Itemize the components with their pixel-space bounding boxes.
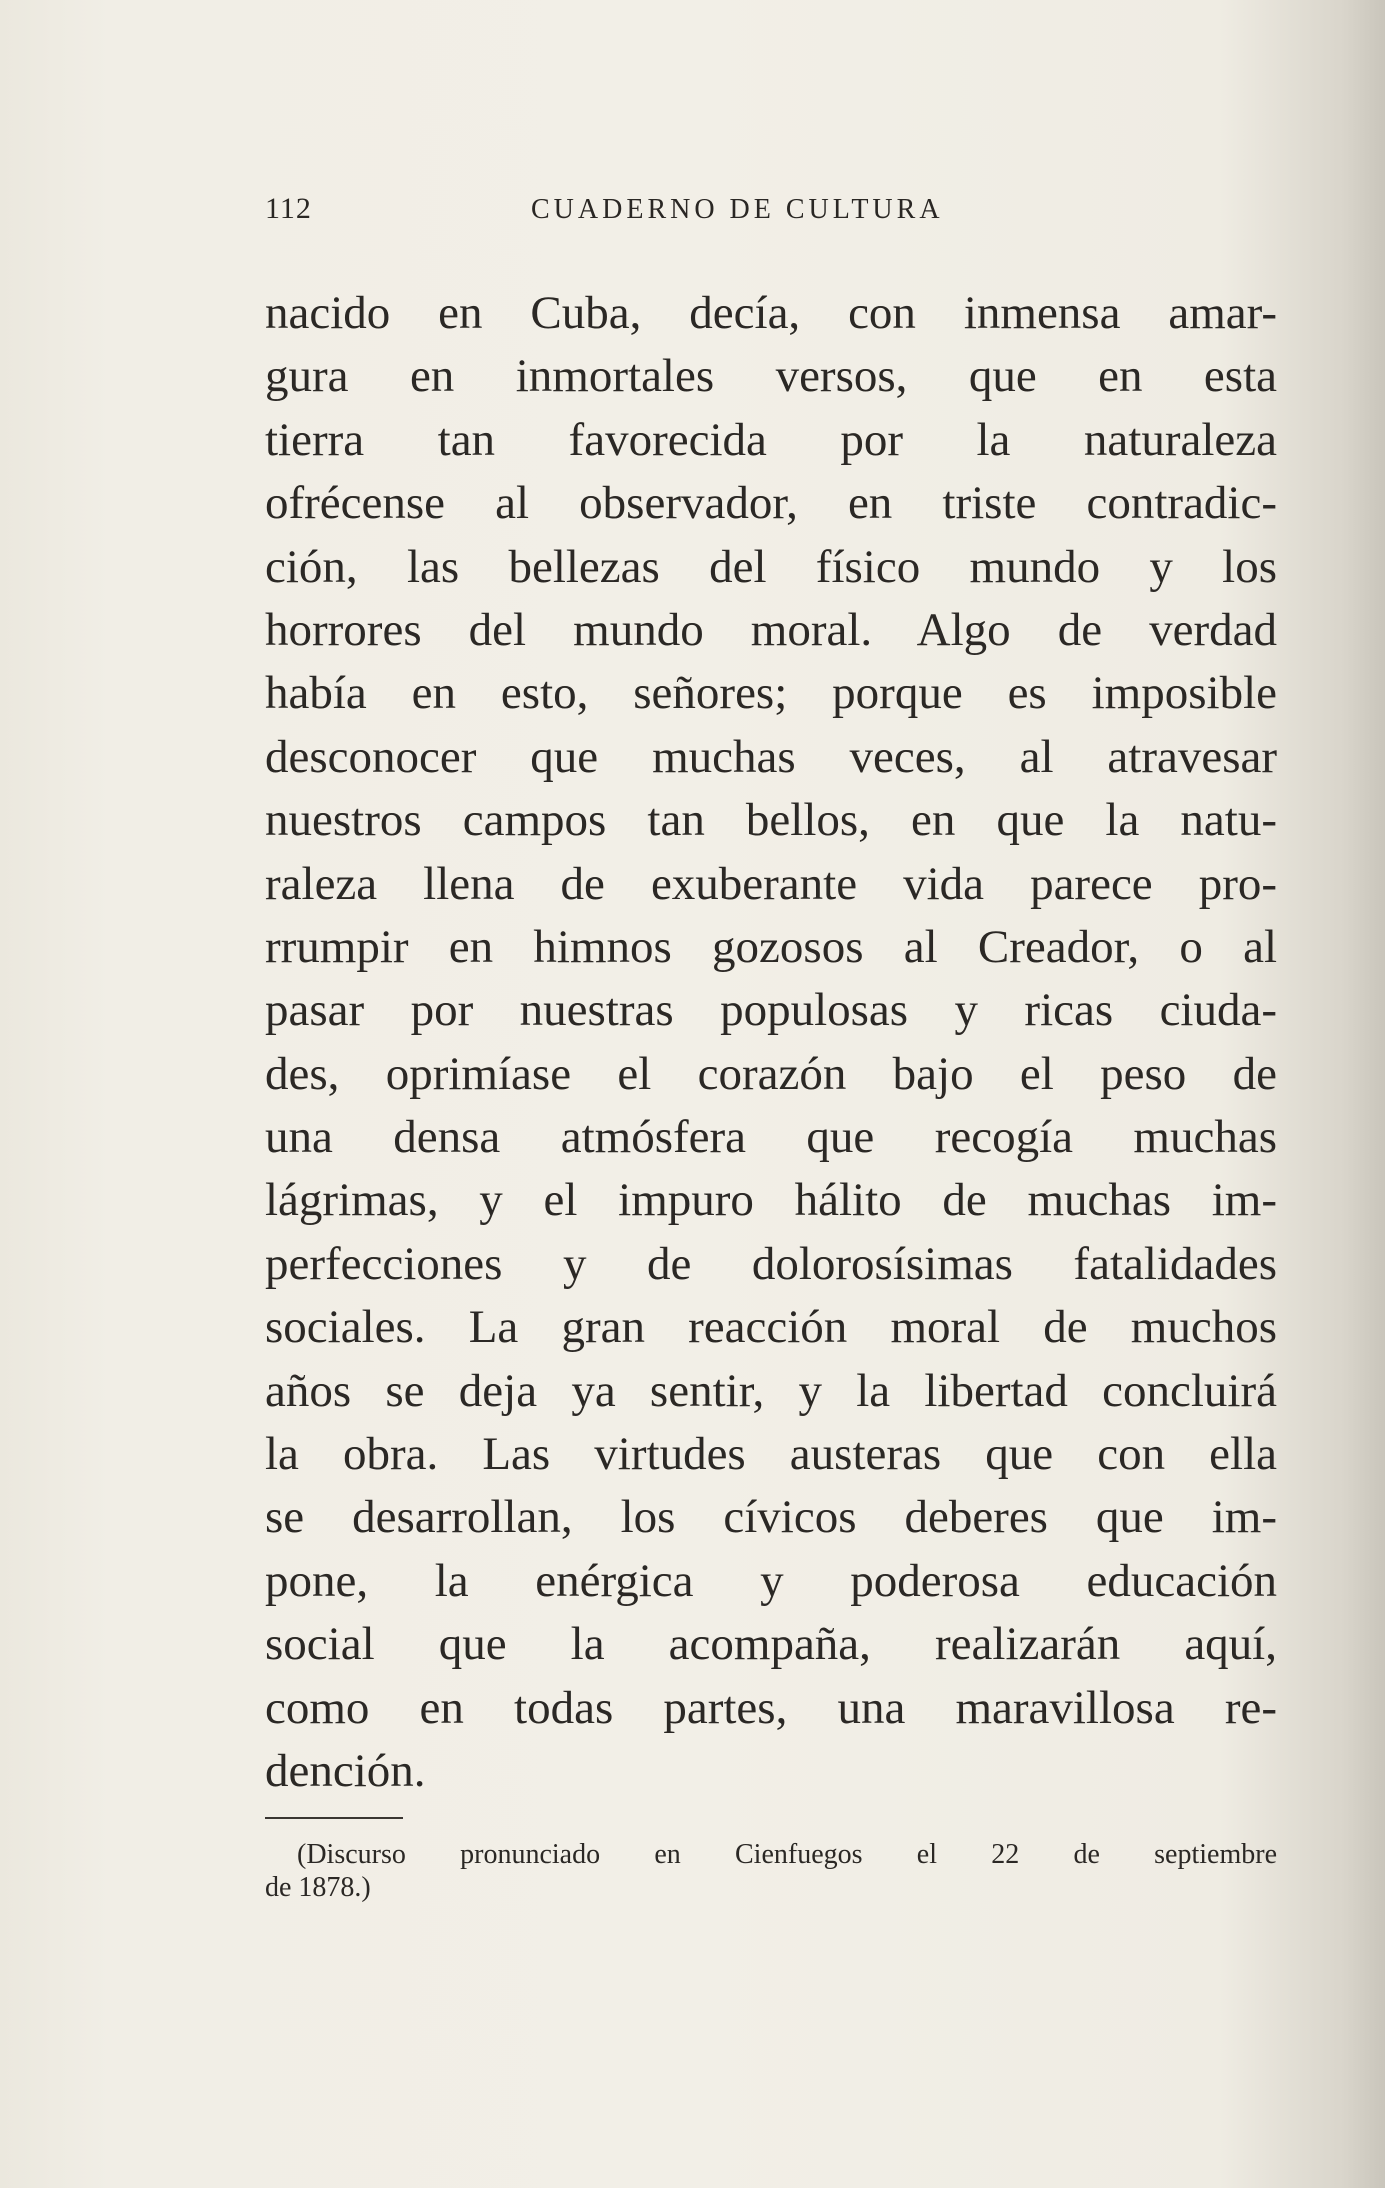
text-line: nacido en Cuba, decía, con inmensa amar- bbox=[265, 287, 1277, 339]
text-line: ción, las bellezas del físico mundo y los bbox=[265, 540, 1277, 593]
footnote-divider bbox=[265, 1817, 403, 1819]
footnote bbox=[265, 1838, 1277, 1904]
text-line: desconocer que muchas veces, al atravesar bbox=[265, 730, 1277, 783]
text-line: horrores del mundo moral. Algo de verdad bbox=[265, 603, 1277, 656]
text-line: pone, la enérgica y poderosa educación bbox=[265, 1554, 1277, 1607]
text-line: tierra tan favorecida por la naturaleza bbox=[265, 413, 1277, 466]
text-line: rrumpir en himnos gozosos al Creador, o al bbox=[265, 920, 1277, 973]
footnote-line: de 1878.) bbox=[265, 1872, 371, 1903]
text-line: años se deja ya sentir, y la libertad concluirá bbox=[265, 1364, 1277, 1417]
text-line: como en todas partes, una maravillosa re- bbox=[265, 1681, 1277, 1734]
body-text bbox=[265, 282, 1277, 1803]
text-line: dención. bbox=[265, 1744, 426, 1797]
text-line: la obra. Las virtudes austeras que con ella bbox=[265, 1428, 1277, 1481]
text-line: lágrimas, y el impuro hálito de muchas im- bbox=[265, 1174, 1277, 1227]
text-line: des, oprimíase el corazón bajo el peso de bbox=[265, 1047, 1277, 1100]
text-line: pasar por nuestras populosas y ricas ciuda- bbox=[265, 984, 1277, 1037]
text-line: nuestros campos tan bellos, en que la natu- bbox=[265, 794, 1277, 847]
text-line: social que la acompaña, realizarán aquí, bbox=[265, 1618, 1277, 1671]
text-line: raleza llena de exuberante vida parece pro- bbox=[265, 857, 1277, 910]
text-line: perfecciones y de dolorosísimas fatalidades bbox=[265, 1237, 1277, 1290]
text-line: se desarrollan, los cívicos deberes que im- bbox=[265, 1491, 1277, 1544]
page-number: 112 bbox=[265, 192, 312, 225]
text-line: sociales. La gran reacción moral de muchos bbox=[265, 1301, 1277, 1354]
text-line: gura en inmortales versos, que en esta bbox=[265, 350, 1277, 403]
text-line: una densa atmósfera que recogía muchas bbox=[265, 1111, 1277, 1164]
running-head: CUADERNO DE CULTURA bbox=[531, 194, 944, 225]
page-header bbox=[265, 192, 1285, 232]
text-line: ofrécense al observador, en triste contradic- bbox=[265, 477, 1277, 530]
text-line: había en esto, señores; porque es imposible bbox=[265, 667, 1277, 720]
footnote-line: (Discurso pronunciado en Cienfuegos el 22 de septiembre bbox=[297, 1839, 1277, 1870]
